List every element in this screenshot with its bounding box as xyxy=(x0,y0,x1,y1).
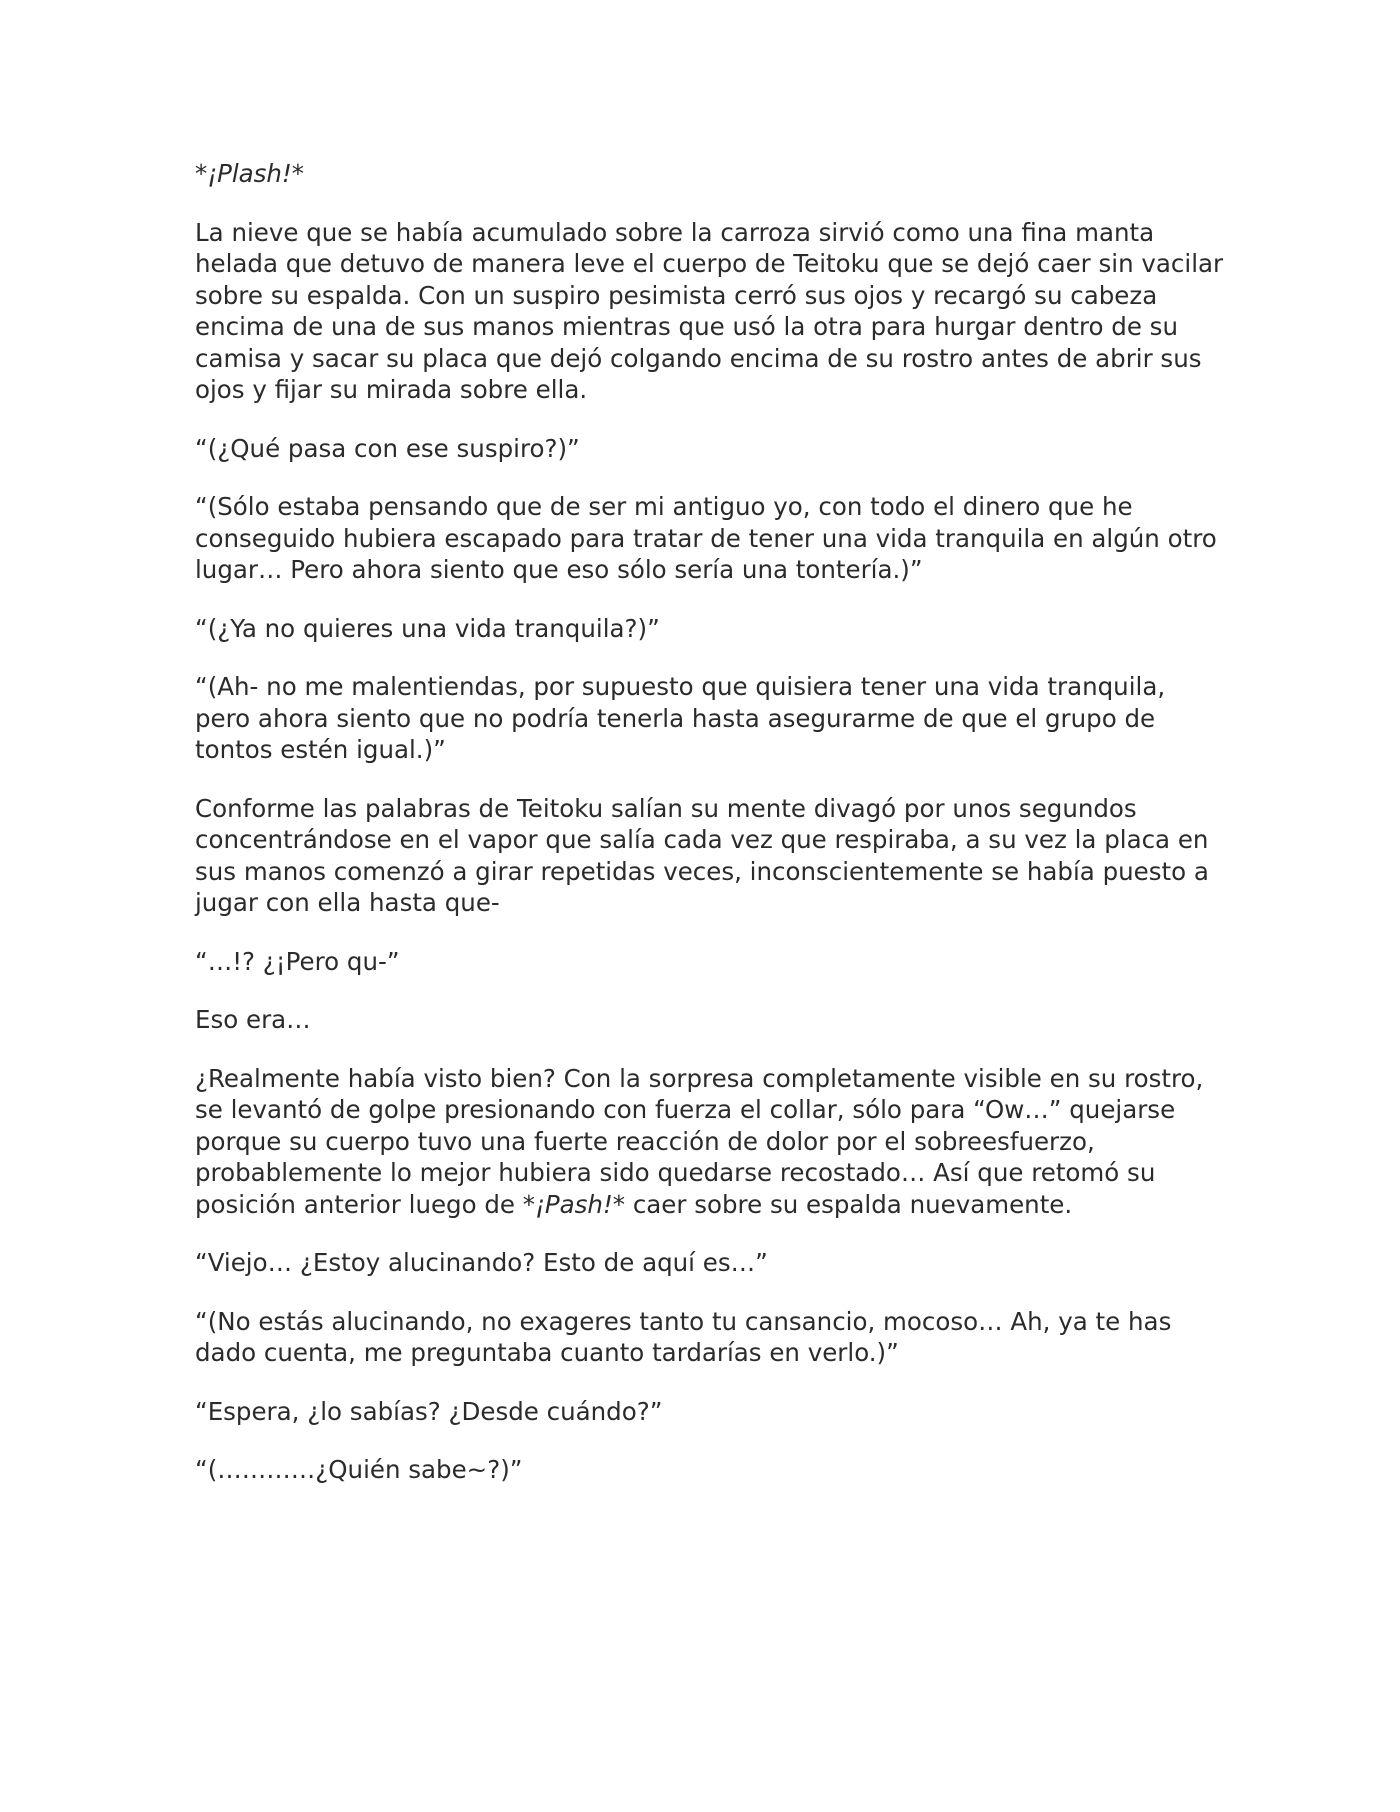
paragraph-text: Conforme las palabras de Teitoku salían su mente divagó por unos segundos concentrándose en el vapor que salía cada vez que respiraba, a su vez la placa en sus manos comenzó a girar repetidas veces, inconscientemente se había puesto a jugar con ella hasta que- xyxy=(195,793,1209,917)
paragraph-text: La nieve que se había acumulado sobre la carroza sirvió como una fina manta helada que detuvo de manera leve el cuerpo de Teitoku que se dejó caer sin vacilar sobre su espalda. Con un suspiro pesimista cerró sus ojos y recargó su cabeza encima de una de sus manos mientras que usó la otra para hurgar dentro de su camisa y sacar su placa que dejó colgando encima de su rostro antes de abrir sus ojos y fijar su mirada sobre ella. xyxy=(195,217,1224,404)
paragraph xyxy=(195,1306,1225,1369)
document-page xyxy=(195,158,1225,1513)
paragraph xyxy=(195,491,1225,586)
onomatopoeia-text: *¡Pash!* xyxy=(522,1189,626,1219)
paragraph xyxy=(195,433,1225,465)
paragraph-text: “(Sólo estaba pensando que de ser mi antiguo yo, con todo el dinero que he conseguido hubiera escapado para tratar de tener una vida tranquila en algún otro lugar… Pero ahora siento que eso sólo sería una tontería.)” xyxy=(195,492,1217,584)
paragraph xyxy=(195,946,1225,978)
paragraph-text: Eso era… xyxy=(195,1005,311,1034)
paragraph-text: ¿Realmente había visto bien? Con la sorpresa completamente visible en su rostro, se levantó de golpe presionando con fuerza el collar, sólo para “Ow…” quejarse porque su cuerpo tuvo una fuerte reacción de dolor por el sobreesfuerzo, probablemente lo mejor hubiera sido quedarse recostado… Así que retomó su posición anterior luego de xyxy=(195,1063,1204,1219)
paragraph xyxy=(195,1063,1225,1221)
paragraph-text: “(¿Ya no quieres una vida tranquila?)” xyxy=(195,613,660,643)
paragraph-text: “Viejo… ¿Estoy alucinando? Esto de aquí es…” xyxy=(195,1248,768,1277)
paragraph xyxy=(195,217,1225,406)
paragraph xyxy=(195,1247,1225,1279)
paragraph-text: “(¿Qué pasa con ese suspiro?)” xyxy=(195,433,580,463)
paragraph xyxy=(195,1454,1225,1486)
paragraph-text: “(No estás alucinando, no exageres tanto tu cansancio, mocoso… Ah, ya te has dado cuenta, me preguntaba cuanto tardarías en verlo.)” xyxy=(195,1306,1172,1367)
paragraph-text: “(Ah- no me malentiendas, por supuesto que quisiera tener una vida tranquila, pero ahora siento que no podría tenerla hasta asegurarme de que el grupo de tontos estén igual.)” xyxy=(195,672,1166,764)
paragraph-text: “(…………¿Quién sabe~?)” xyxy=(195,1455,523,1484)
paragraph xyxy=(195,158,1225,190)
paragraph-text: “Espera, ¿lo sabías? ¿Desde cuándo?” xyxy=(195,1396,663,1426)
paragraph xyxy=(195,1396,1225,1428)
paragraph-text: “…!? ¿¡Pero qu-” xyxy=(195,946,400,976)
paragraph xyxy=(195,671,1225,766)
paragraph xyxy=(195,1004,1225,1036)
paragraph-text: caer sobre su espalda nuevamente. xyxy=(625,1189,1073,1219)
onomatopoeia-text: *¡Plash!* xyxy=(195,159,305,188)
paragraph xyxy=(195,793,1225,919)
paragraph xyxy=(195,613,1225,645)
